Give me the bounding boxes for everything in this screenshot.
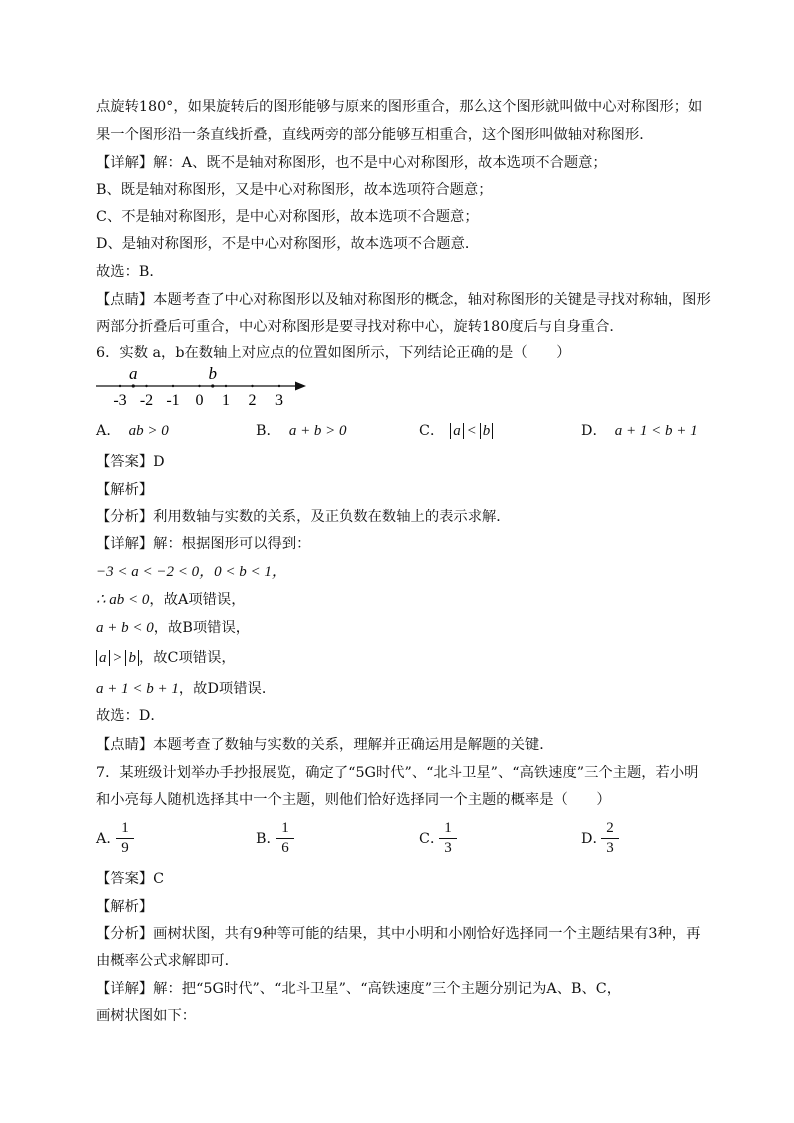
tick-label: -2 <box>139 392 154 409</box>
step-4-text: ，故C项错误， <box>138 650 236 666</box>
step-1-math: −3 < a < −2 < 0，0 < b < 1， <box>96 564 287 580</box>
step-5-text: ，故D项错误． <box>178 681 277 697</box>
option-label: D． <box>581 423 607 439</box>
comment: 【点睛】本题考查了数轴与实数的关系，理解并正确运用是解题的关键． <box>96 737 554 753</box>
option-a-expr: ab > 0 <box>128 423 169 439</box>
option-d <box>581 421 698 441</box>
abs-b: b <box>480 423 494 439</box>
option-b <box>256 421 347 441</box>
option-a: A． <box>96 831 121 847</box>
step-3-text: ，故B项错误， <box>153 620 251 636</box>
numerator: 1 <box>121 820 129 836</box>
fraction-a <box>116 820 134 857</box>
analysis: 【分析】利用数轴与实数的关系，及正负数在数轴上的表示求解． <box>96 509 511 525</box>
text-line: 果一个图形沿一条直线折叠，直线两旁的部分能够互相重合，这个图形叫做轴对称图形． <box>96 127 654 143</box>
denominator: 3 <box>606 840 614 856</box>
tick-label: 1 <box>222 392 230 409</box>
fraction-c <box>439 820 457 857</box>
text-line: 点旋转180°，如果旋转后的图形能够与原来的图形重合，那么这个图形就叫做中心对称图形；如 <box>96 99 703 115</box>
tick-label: 3 <box>275 392 283 409</box>
text-line: B、既是轴对称图形，又是中心对称图形，故本选项符合题意； <box>96 182 493 198</box>
step-5-math: a + 1 < b + 1 <box>96 681 179 697</box>
option-c: C． <box>419 831 445 847</box>
tick-label: -1 <box>166 392 180 409</box>
point-b-label: b <box>208 366 217 383</box>
question-6-stem: 6．实数 a，b在数轴上对应点的位置如图所示，下列结论正确的是（ ） <box>96 345 571 361</box>
answer: 【答案】D <box>96 454 165 470</box>
step-3 <box>96 618 250 638</box>
option-c-op: < <box>463 423 480 439</box>
text-line: 故选：B． <box>96 264 164 280</box>
tick-label: -3 <box>113 392 127 409</box>
step-4 <box>96 648 236 668</box>
denominator: 9 <box>121 840 129 856</box>
fraction-b <box>276 820 294 857</box>
option-label: C． <box>419 423 445 439</box>
analysis: 由概率公式求解即可． <box>96 953 239 969</box>
answer: 【答案】C <box>96 871 165 887</box>
tick-mark <box>198 385 200 387</box>
analysis: 【分析】画树状图，共有9种等可能的结果，其中小明和小刚恰好选择同一个主题结果有3种，再 <box>96 926 701 942</box>
abs-a: a <box>450 423 464 439</box>
step-5 <box>96 679 276 699</box>
text-line: C、不是轴对称图形，是中心对称图形，故本选项不合题意； <box>96 209 479 225</box>
option-a <box>96 421 169 441</box>
text-line: 【详解】解：A、既不是轴对称图形，也不是中心对称图形，故本选项不合题意； <box>96 155 607 171</box>
numerator: 1 <box>444 820 452 836</box>
tick-mark <box>251 385 253 387</box>
number-line-ticks <box>113 385 283 409</box>
step-4-op: > <box>109 650 126 666</box>
question-7-stem: 7．某班级计划举办手抄报展览，确定了“5G时代”、“北斗卫星”、“高铁速度”三个主题，若小明 <box>96 765 699 781</box>
tick-mark <box>172 385 174 387</box>
analysis-head: 【解析】 <box>96 482 154 498</box>
option-c <box>419 421 493 441</box>
step-1 <box>96 562 287 582</box>
denominator: 3 <box>444 840 452 856</box>
detail: 【详解】解：把“5G时代”、“北斗卫星”、“高铁速度”三个主题分别记为A、B、C， <box>96 981 622 997</box>
option-b-expr: a + b > 0 <box>288 423 347 439</box>
step-2-math: ∴ ab < 0 <box>96 592 150 608</box>
analysis-head: 【解析】 <box>96 899 154 915</box>
step-3-math: a + b < 0 <box>96 620 154 636</box>
tick-mark <box>278 385 280 387</box>
choose: 故选：D． <box>96 708 165 724</box>
point-a-dot <box>132 384 135 387</box>
option-b: B． <box>256 831 281 847</box>
detail: 【详解】解：根据图形可以得到： <box>96 536 311 552</box>
tick-label: 0 <box>195 392 204 409</box>
number-line-arrow-icon <box>295 382 306 391</box>
tick-mark <box>145 385 147 387</box>
number-line-figure <box>92 366 322 410</box>
text-line: D、是轴对称图形，不是中心对称图形，故本选项不合题意． <box>96 236 480 252</box>
tick-mark <box>225 385 227 387</box>
option-d: D． <box>581 831 607 847</box>
detail: 画树状图如下： <box>96 1008 197 1024</box>
tick-mark <box>119 385 121 387</box>
text-line: 【点睛】本题考查了中心对称图形以及轴对称图形的概念，轴对称图形的关键是寻找对称轴，图形 <box>96 292 711 308</box>
option-label: B． <box>256 423 281 439</box>
option-d-expr: a + 1 < b + 1 <box>614 423 698 439</box>
option-label: A． <box>96 423 121 439</box>
step-2-text: ，故A项错误， <box>149 592 246 608</box>
question-7-stem: 和小亮每人随机选择其中一个主题，则他们恰好选择同一个主题的概率是（ ） <box>96 792 611 808</box>
tick-label: 2 <box>248 392 257 409</box>
numerator: 2 <box>606 820 614 836</box>
point-b-dot <box>211 384 214 387</box>
abs-a: a <box>96 650 110 666</box>
text-line: 两部分折叠后可重合，中心对称图形是要寻找对称中心，旋转180度后与自身重合． <box>96 319 624 335</box>
denominator: 6 <box>281 840 289 856</box>
point-a-label: a <box>129 366 138 383</box>
fraction-d <box>601 820 619 857</box>
step-2 <box>96 590 246 610</box>
abs-b: b <box>125 650 139 666</box>
numerator: 1 <box>281 820 289 836</box>
